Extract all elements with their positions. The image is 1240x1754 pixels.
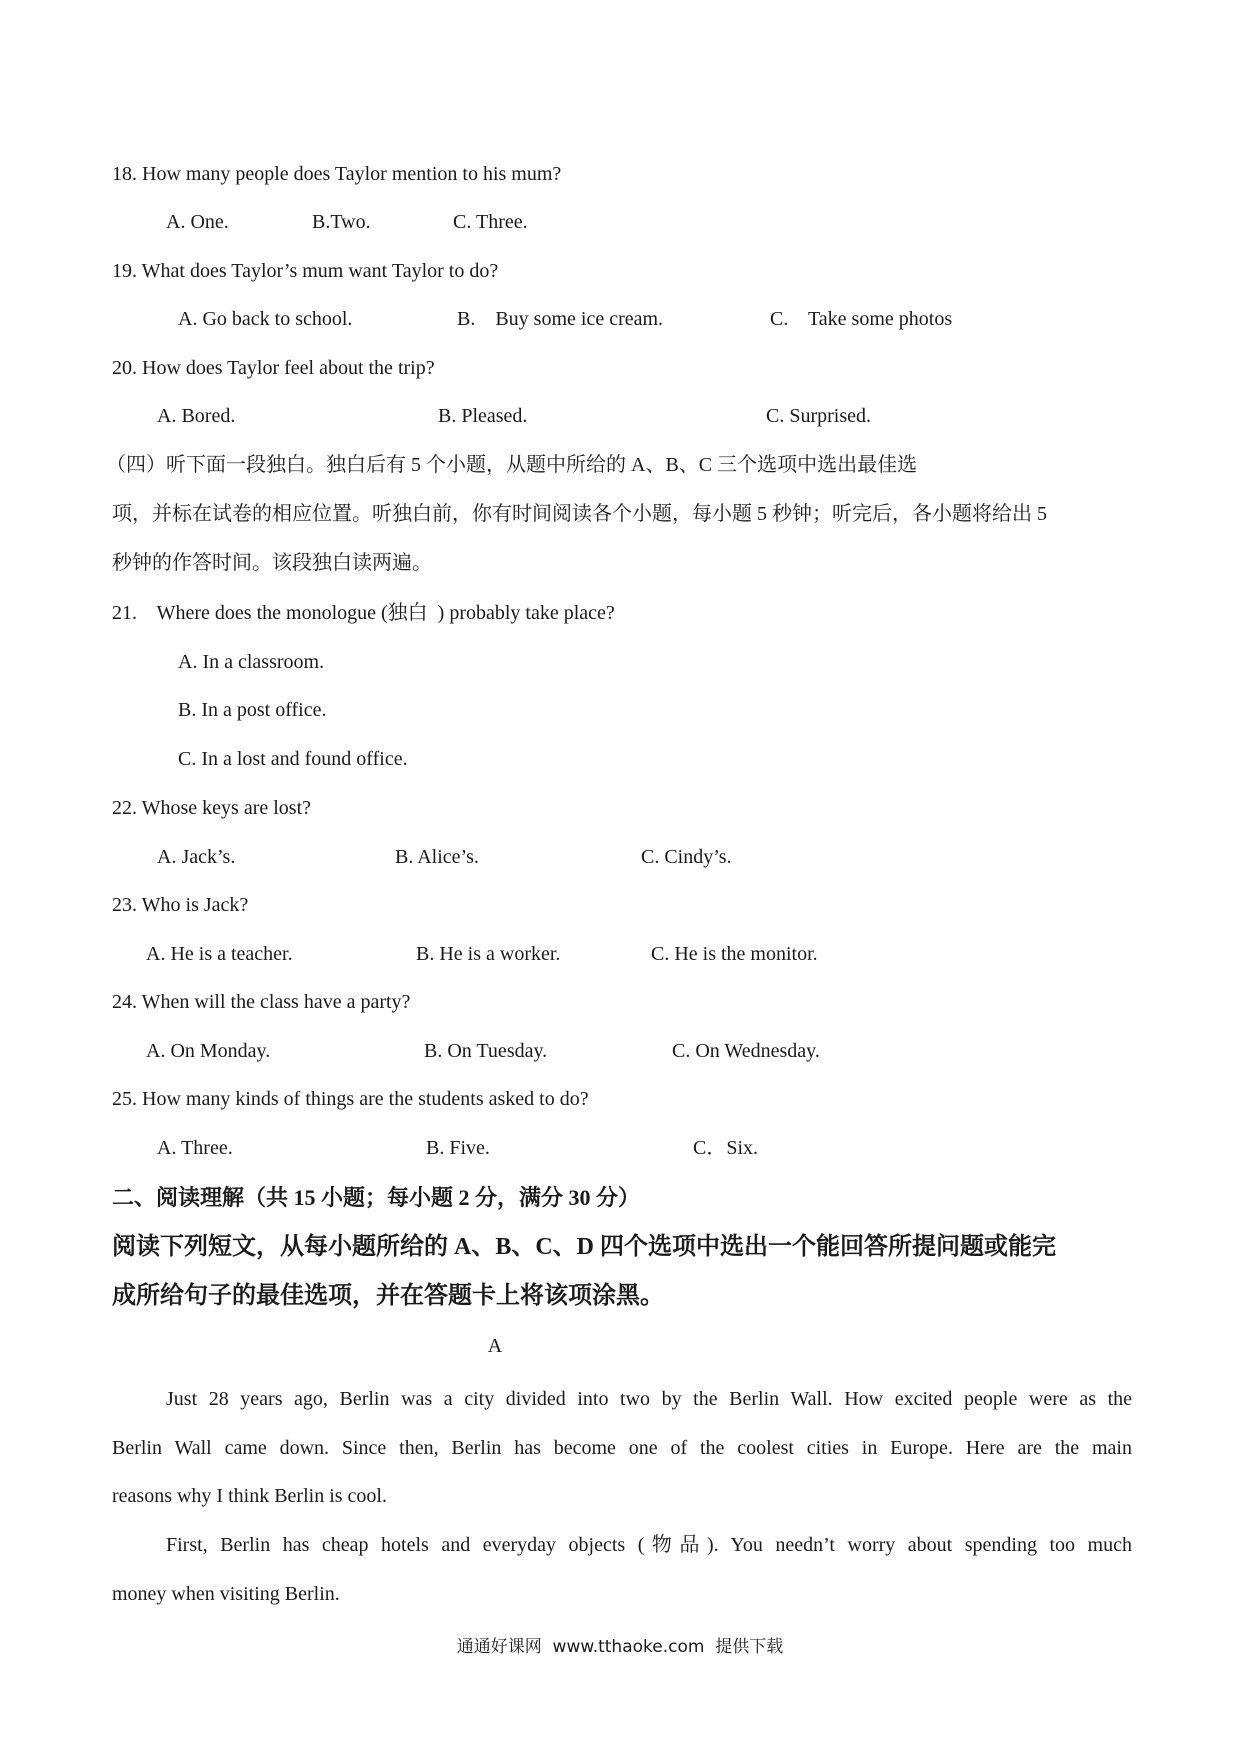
question-20: 20. How does Taylor feel about the trip?: [112, 357, 435, 379]
part2-instruction-line-2: 成所给句子的最佳选项，并在答题卡上将该项涂黑。: [112, 1283, 664, 1309]
question-23: 23. Who is Jack?: [112, 894, 249, 916]
q22-option-c: C. Cindy’s.: [641, 846, 732, 868]
passage-label: A: [487, 1335, 503, 1357]
q19-option-b: B. Buy some ice cream.: [457, 308, 664, 330]
part2-heading: 二、阅读理解（共 15 小题；每小题 2 分，满分 30 分）: [112, 1185, 641, 1210]
section4-instruction-line-1: （四）听下面一段独白。独白后有 5 个小题，从题中所给的 A、B、C 三个选项中选出最佳选: [106, 454, 918, 476]
section4-instruction-line-2: 项，并标在试卷的相应位置。听独白前，你有时间阅读各个小题，每小题 5 秒钟；听完后，各小题将给出 5: [112, 503, 1047, 525]
question-19: 19. What does Taylor’s mum want Taylor to do?: [112, 260, 499, 282]
q24-option-c: C. On Wednesday.: [672, 1040, 820, 1062]
q22-option-b: B. Alice’s.: [395, 846, 479, 868]
q23-option-c: C. He is the monitor.: [651, 943, 818, 965]
q20-option-a: A. Bored.: [157, 405, 236, 427]
q24-option-a: A. On Monday.: [146, 1040, 271, 1062]
q19-option-a: A. Go back to school.: [178, 308, 353, 330]
q23-option-b: B. He is a worker.: [416, 943, 561, 965]
passage-line-5: money when visiting Berlin.: [112, 1583, 340, 1605]
passage-line-3: reasons why I think Berlin is cool.: [112, 1485, 387, 1507]
part2-instruction-line-1: 阅读下列短文，从每小题所给的 A、B、C、D 四个选项中选出一个能回答所提问题或能完: [112, 1234, 1057, 1260]
q20-option-b: B. Pleased.: [438, 405, 528, 427]
passage-line-1: Just 28 years ago, Berlin was a city divided into two by the Berlin Wall. How excited people were as the: [166, 1388, 1132, 1410]
q21-option-b: B. In a post office.: [178, 699, 327, 721]
q18-option-c: C. Three.: [453, 211, 528, 233]
q18-option-a: A. One.: [166, 211, 229, 233]
question-18: 18. How many people does Taylor mention to his mum?: [112, 163, 562, 185]
q22-option-a: A. Jack’s.: [157, 846, 236, 868]
q21-option-c: C. In a lost and found office.: [178, 748, 408, 770]
question-22: 22. Whose keys are lost?: [112, 797, 312, 819]
q20-option-c: C. Surprised.: [766, 405, 871, 427]
q25-option-c: C．Six.: [693, 1137, 759, 1159]
question-25: 25. How many kinds of things are the students asked to do?: [112, 1088, 589, 1110]
section4-instruction-line-3: 秒钟的作答时间。该段独白读两遍。: [112, 552, 432, 574]
question-24: 24. When will the class have a party?: [112, 991, 411, 1013]
q24-option-b: B. On Tuesday.: [424, 1040, 548, 1062]
question-21: 21. Where does the monologue (独白 ) probably take place?: [112, 602, 615, 624]
passage-line-2: Berlin Wall came down. Since then, Berlin has become one of the coolest cities in Europe. Here are the main: [112, 1437, 1132, 1459]
q25-option-b: B. Five.: [426, 1137, 490, 1159]
q21-option-a: A. In a classroom.: [178, 651, 325, 673]
q18-option-b: B.Two.: [312, 211, 371, 233]
page-footer: 通通好课网 www.tthaoke.com 提供下载: [456, 1637, 784, 1657]
q19-option-c: C. Take some photos: [770, 308, 953, 330]
passage-line-4: First, Berlin has cheap hotels and everyday objects (物品). You needn’t worry about spending too much: [166, 1534, 1132, 1556]
q23-option-a: A. He is a teacher.: [146, 943, 293, 965]
q25-option-a: A. Three.: [157, 1137, 233, 1159]
